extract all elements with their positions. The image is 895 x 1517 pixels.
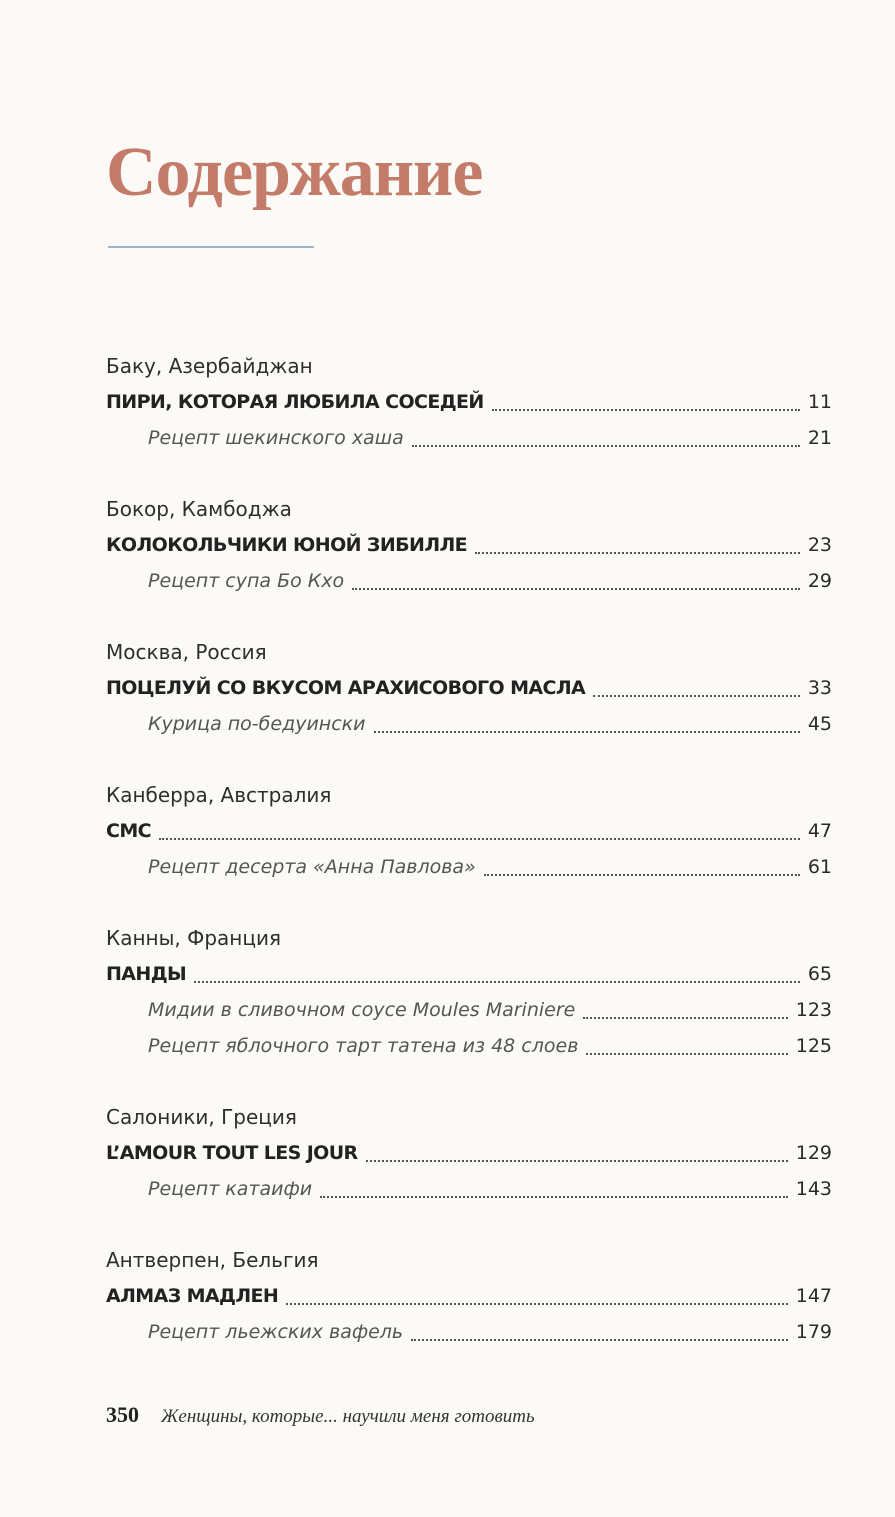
toc-story-entry[interactable] <box>106 1278 832 1314</box>
toc-entry-label: Мидии в сливочном соусе Moules Mariniere <box>148 999 576 1021</box>
toc-entry-label: Рецепт льежских вафель <box>148 1321 404 1343</box>
toc-section <box>106 348 832 491</box>
toc-section <box>106 491 832 634</box>
dot-leader <box>475 552 800 554</box>
toc-place: Бокор, Камбоджа <box>106 497 292 521</box>
toc-entry-label: КОЛОКОЛЬЧИКИ ЮНОЙ ЗИБИЛЛЕ <box>106 534 468 556</box>
toc-page-number: 33 <box>807 677 832 699</box>
toc-place: Антверпен, Бельгия <box>106 1248 319 1272</box>
toc-entry-label: ПИРИ, КОТОРАЯ ЛЮБИЛА СОСЕДЕЙ <box>106 391 484 413</box>
toc-page-number: 179 <box>795 1321 832 1343</box>
toc-entry-label: АЛМАЗ МАДЛЕН <box>106 1285 279 1307</box>
section-spacer <box>106 1207 832 1242</box>
toc-page-number: 65 <box>807 963 832 985</box>
section-spacer <box>106 1064 832 1099</box>
dot-leader <box>593 695 800 697</box>
footer-page-number: 350 <box>106 1402 139 1427</box>
footer-book-title: Женщины, которые... научили меня готовить <box>161 1406 535 1427</box>
toc-page-number: 61 <box>807 856 832 878</box>
toc-place: Баку, Азербайджан <box>106 354 313 378</box>
toc-recipe-entry[interactable] <box>106 1171 832 1207</box>
dot-leader <box>484 874 800 876</box>
dot-leader <box>320 1196 788 1198</box>
toc-page-number: 47 <box>807 820 832 842</box>
toc-section <box>106 777 832 920</box>
dot-leader <box>374 731 800 733</box>
toc-recipe-entry[interactable] <box>106 849 832 885</box>
dot-leader <box>286 1303 788 1305</box>
page-title: Содержание <box>106 134 483 211</box>
toc-entry-label: Рецепт десерта «Анна Павлова» <box>148 856 476 878</box>
toc-entry-label: СМС <box>106 820 151 842</box>
toc-recipe-entry[interactable] <box>106 1314 832 1350</box>
toc-page-number: 143 <box>795 1178 832 1200</box>
toc-story-entry[interactable] <box>106 813 832 849</box>
section-spacer <box>106 885 832 920</box>
toc-recipe-entry[interactable] <box>106 420 832 456</box>
section-spacer <box>106 599 832 634</box>
toc-page-number: 45 <box>807 713 832 735</box>
dot-leader <box>352 588 800 590</box>
toc-story-entry[interactable] <box>106 1135 832 1171</box>
section-spacer <box>106 456 832 491</box>
toc-place: Канберра, Австралия <box>106 783 332 807</box>
toc-page-number: 21 <box>807 427 832 449</box>
toc-page-number: 129 <box>795 1142 832 1164</box>
toc-page-number: 147 <box>795 1285 832 1307</box>
dot-leader <box>412 445 800 447</box>
toc-entry-label: Рецепт супа Бо Кхо <box>148 570 345 592</box>
toc-place: Москва, Россия <box>106 640 267 664</box>
toc-entry-label: ПАНДЫ <box>106 963 187 985</box>
toc-recipe-entry[interactable] <box>106 1028 832 1064</box>
dot-leader <box>583 1017 787 1019</box>
toc-entry-label: Рецепт яблочного тарт татена из 48 слоев <box>148 1035 579 1057</box>
dot-leader <box>492 409 800 411</box>
toc-page-number: 123 <box>795 999 832 1021</box>
toc-story-entry[interactable] <box>106 384 832 420</box>
toc-place: Салоники, Греция <box>106 1105 297 1129</box>
toc-story-entry[interactable] <box>106 670 832 706</box>
toc-section <box>106 1242 832 1350</box>
toc-entry-label: L’AMOUR TOUT LES JOUR <box>106 1142 358 1164</box>
toc-entry-label: Рецепт катаифи <box>148 1178 313 1200</box>
toc-page-number: 23 <box>807 534 832 556</box>
page-footer <box>106 1402 535 1428</box>
toc-recipe-entry[interactable] <box>106 992 832 1028</box>
dot-leader <box>159 838 800 840</box>
section-spacer <box>106 742 832 777</box>
dot-leader <box>194 981 800 983</box>
dot-leader <box>411 1339 788 1341</box>
toc-entry-label: Рецепт шекинского хаша <box>148 427 404 449</box>
title-underline <box>108 246 314 248</box>
toc-page-number: 11 <box>807 391 832 413</box>
table-of-contents <box>106 348 832 1350</box>
toc-page-number: 29 <box>807 570 832 592</box>
toc-entry-label: Курица по-бедуински <box>148 713 366 735</box>
toc-section <box>106 920 832 1099</box>
toc-story-entry[interactable] <box>106 956 832 992</box>
toc-section <box>106 1099 832 1242</box>
dot-leader <box>366 1160 788 1162</box>
toc-entry-label: ПОЦЕЛУЙ СО ВКУСОМ АРАХИСОВОГО МАСЛА <box>106 677 586 699</box>
toc-recipe-entry[interactable] <box>106 563 832 599</box>
toc-recipe-entry[interactable] <box>106 706 832 742</box>
toc-place: Канны, Франция <box>106 926 281 950</box>
toc-story-entry[interactable] <box>106 527 832 563</box>
toc-section <box>106 634 832 777</box>
toc-page-number: 125 <box>795 1035 832 1057</box>
dot-leader <box>586 1053 787 1055</box>
